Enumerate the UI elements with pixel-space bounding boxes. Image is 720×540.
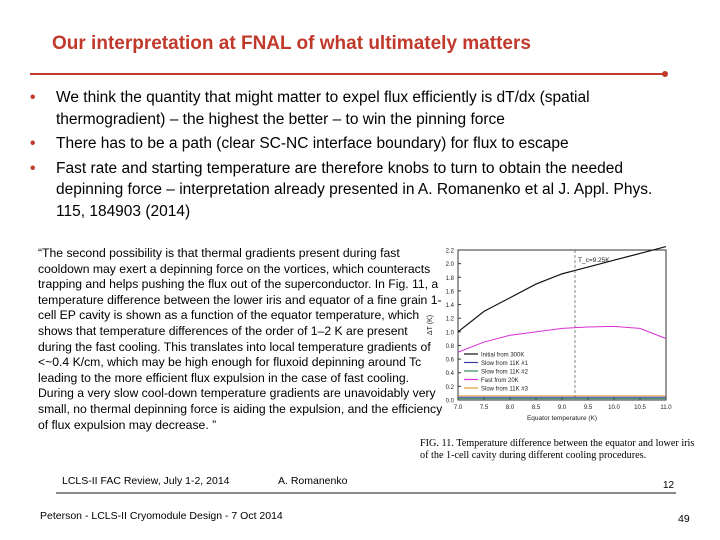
- bullet-text: We think the quantity that might matter to expel flux efficiently is dT/dx (spatial thermogradient) – the highest the better – to win the pinning force: [56, 89, 590, 128]
- bullet-marker: •: [30, 159, 36, 177]
- footer-review: LCLS-II FAC Review, July 1-2, 2014: [62, 475, 230, 487]
- title-rule: [30, 73, 664, 75]
- bullet-text: Fast rate and starting temperature are therefore knobs to turn to obtain the needed depinning force – interpretation already presented in A. Romanenko et al J. Appl. Phys. 115, 184903 (2014): [56, 159, 653, 220]
- footer-slide-number: 12: [663, 480, 675, 491]
- y-tick-label: 0.6: [445, 357, 454, 364]
- legend-label: Slow from 11K #2: [481, 369, 528, 376]
- legend-label: Slow from 11K #1: [481, 360, 528, 367]
- figure-caption: FIG. 11. Temperature difference between the equator and lower iris of the 1-cell cavity during different cooling procedures.: [420, 438, 695, 461]
- footer-author: A. Romanenko: [278, 475, 348, 487]
- x-tick-label: 10.0: [608, 405, 620, 411]
- y-tick-label: 1.8: [445, 275, 454, 282]
- y-tick-label: 2.0: [445, 262, 454, 269]
- paper-quote: “The second possibility is that thermal gradients present during fast cooldown may exert a depinning force on the vortices, which counteracts trapping and helps pushing the flux out of the superconductor. In Fig. 11, a temperature difference between the lower iris and equator of a fine grain 1-cell EP cavity is shown as a function of the equator temperature, which shows that temperature differences of the order of 1–2 K are present during the fast cooling. This translates into local temperature gradients of <~0.4 K/cm, which may be high enough for fluxoid depinning around Tc leading to the more efficient flux expulsion in the case of fast cooling. During a very slow cool-down temperature gradients are unavoidably very small, no thermal depinning force is aiding the expulsion, and the efficiency of flux expulsion may decrease. ”: [38, 246, 443, 432]
- y-axis-label: ΔT (K): [427, 314, 434, 336]
- presentation-footer: Peterson - LCLS-II Cryomodule Design - 7 Oct 2014: [40, 510, 283, 522]
- slide-title: Our interpretation at FNAL of what ultimately matters: [52, 33, 531, 54]
- bullet-list: [30, 87, 670, 225]
- bullet-item: [30, 133, 670, 155]
- x-axis-label: Equator temperature (K): [526, 415, 598, 422]
- y-tick-label: 0.0: [445, 398, 454, 405]
- bullet-item: [30, 87, 670, 130]
- x-tick-label: 8.5: [531, 405, 541, 411]
- temperature-difference-chart: [420, 242, 685, 432]
- bullet-marker: •: [30, 135, 36, 152]
- legend-label: Slow from 11K #3: [481, 386, 528, 393]
- x-tick-label: 7.0: [453, 405, 463, 411]
- x-tick-label: 9.5: [583, 405, 593, 411]
- x-tick-label: 7.5: [479, 405, 489, 411]
- page-number: 49: [678, 513, 690, 525]
- y-tick-label: 2.2: [445, 248, 454, 255]
- legend-label: Initial from 300K: [481, 352, 525, 359]
- x-tick-label: 9.0: [557, 405, 567, 411]
- legend-label: Fast from 20K: [481, 377, 519, 384]
- bullet-item: [30, 158, 670, 223]
- y-tick-label: 0.2: [445, 384, 454, 391]
- x-tick-label: 11.0: [660, 405, 672, 411]
- y-tick-label: 1.4: [445, 303, 454, 310]
- title-rule-dot: [662, 71, 668, 77]
- y-tick-label: 0.8: [445, 343, 454, 350]
- bullet-marker: •: [30, 89, 36, 106]
- figure-chart: [420, 242, 685, 467]
- x-tick-label: 10.5: [634, 405, 646, 411]
- y-tick-label: 1.0: [445, 330, 454, 337]
- y-tick-label: 1.6: [445, 289, 454, 296]
- tc-annotation: T_c=9.25K: [578, 257, 610, 264]
- y-tick-label: 1.2: [445, 316, 454, 323]
- x-tick-label: 8.0: [505, 405, 515, 411]
- y-tick-label: 0.4: [445, 371, 454, 378]
- bullet-text: There has to be a path (clear SC-NC interface boundary) for flux to escape: [56, 135, 569, 152]
- footer-divider: [56, 492, 676, 494]
